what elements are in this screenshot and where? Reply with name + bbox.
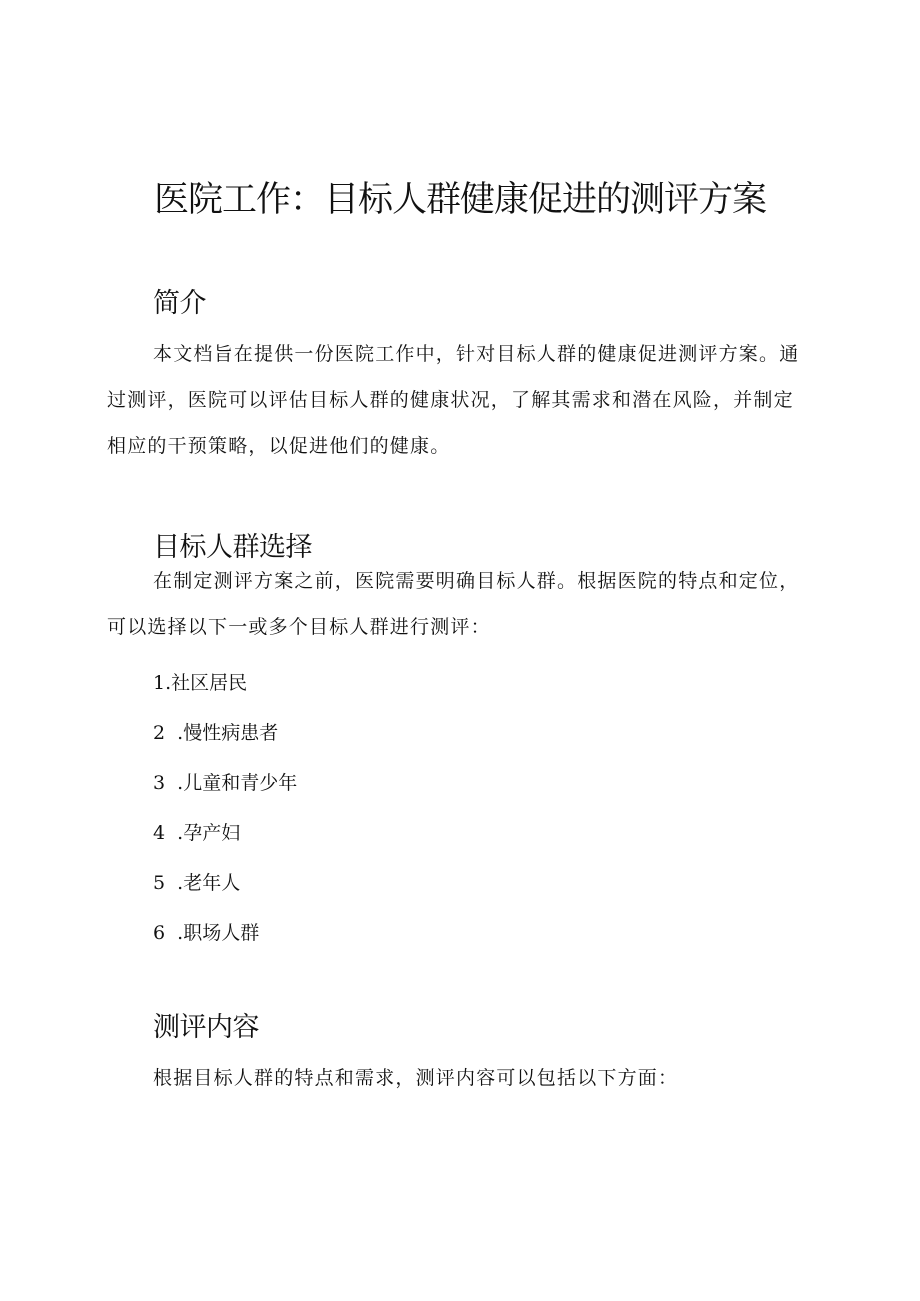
- target-group-list: [153, 658, 297, 958]
- list-item-number: 5 .: [153, 872, 184, 894]
- list-item-text: 孕产妇: [183, 822, 241, 844]
- list-item-text: 职场人群: [183, 922, 260, 944]
- list-item: [153, 758, 297, 808]
- section-heading-intro: 简介: [153, 288, 206, 319]
- list-item: [153, 658, 297, 708]
- list-item-number: 2 .: [153, 722, 184, 744]
- list-item: [153, 708, 297, 758]
- list-item: [153, 858, 297, 908]
- document-title: 医院工作：目标人群健康促进的测评方案: [153, 180, 766, 220]
- list-item-text: 老年人: [183, 872, 241, 894]
- list-item: [153, 808, 297, 858]
- target-group-paragraph: 在制定测评方案之前，医院需要明确目标人群。根据医院的特点和定位，可以选择以下一或多个目标人群进行测评：: [107, 570, 800, 638]
- list-item-text: 社区居民: [171, 672, 248, 694]
- list-item-number: 4 .: [153, 822, 184, 844]
- list-item-number: 1.: [153, 672, 172, 694]
- assessment-content-paragraph: 根据目标人群的特点和需求，测评内容可以包括以下方面：: [153, 1067, 679, 1089]
- list-item-number: 3 .: [153, 772, 184, 794]
- list-item: [153, 908, 297, 958]
- section-heading-target-group: 目标人群选择: [153, 532, 312, 563]
- intro-paragraph: 本文档旨在提供一份医院工作中，针对目标人群的健康促进测评方案。通过测评，医院可以评估目标人群的健康状况，了解其需求和潜在风险，并制定相应的干预策略，以促进他们的健康。: [107, 343, 800, 457]
- section-heading-assessment-content: 测评内容: [153, 1012, 259, 1043]
- list-item-text: 儿童和青少年: [183, 772, 298, 794]
- list-item-number: 6 .: [153, 922, 184, 944]
- list-item-text: 慢性病患者: [183, 722, 279, 744]
